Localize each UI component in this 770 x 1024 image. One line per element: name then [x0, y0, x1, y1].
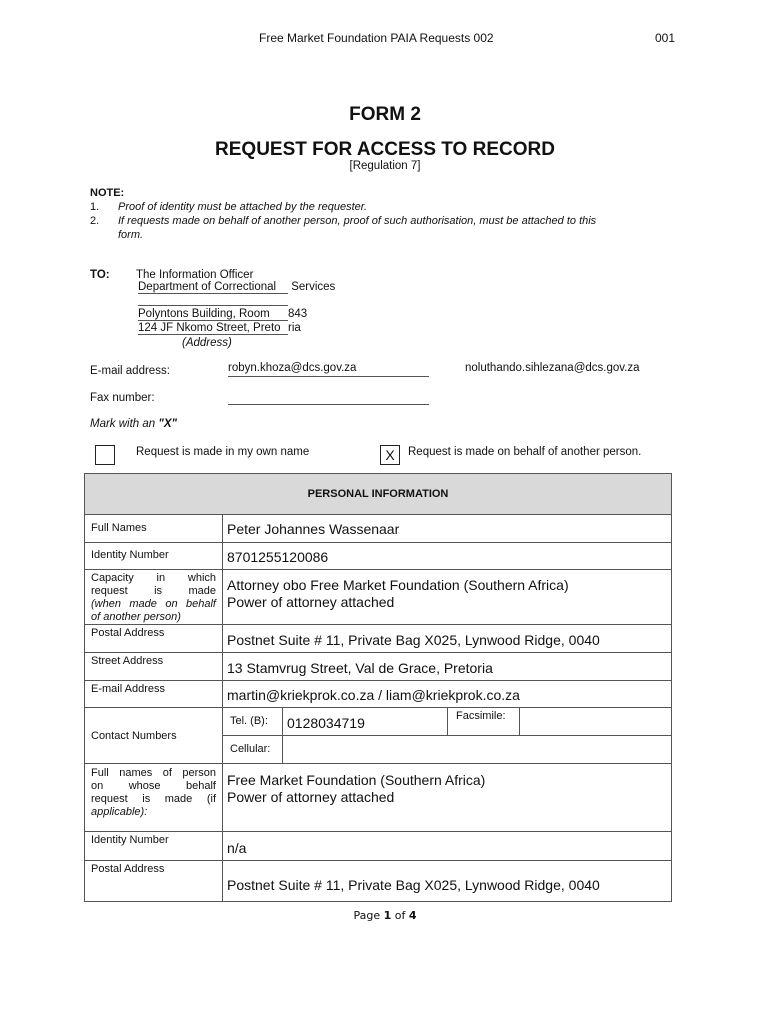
capacity-label-line-1: Capacity in which [91, 572, 216, 584]
street-address-value[interactable]: 13 Stamvrug Street, Val de Grace, Pretoria [222, 652, 672, 681]
to-building-rest: 843 [288, 308, 308, 320]
form-number: FORM 2 [349, 104, 421, 125]
form-title: REQUEST FOR ACCESS TO RECORD [215, 139, 555, 160]
identity-number-value[interactable]: 8701255120086 [222, 542, 672, 570]
document-header-title: Free Market Foundation PAIA Requests 002 [259, 31, 494, 45]
fax-field[interactable] [228, 390, 429, 405]
page-footer [0, 909, 770, 922]
capacity-value-line-2: Power of attorney attached [227, 594, 395, 610]
personal-information-heading: PERSONAL INFORMATION [84, 473, 672, 515]
capacity-label-line-4: of another person) [91, 611, 181, 623]
street-address-label: Street Address [84, 652, 223, 681]
note-item-2-text-cont: form. [118, 229, 144, 241]
email-address-label: E-mail Address [84, 680, 223, 708]
own-name-checkbox[interactable] [95, 445, 115, 465]
postal-address-value[interactable]: Postnet Suite # 11, Private Bag X025, Lynwood Ridge, 0040 [222, 624, 672, 653]
to-building-underlined: Polyntons Building, Room [138, 308, 288, 321]
note-item-2-num: 2. [90, 215, 100, 227]
footer-page-total: 4 [408, 909, 417, 922]
to-street [138, 322, 301, 335]
tel-label: Tel. (B): [222, 707, 283, 736]
fax-label: Fax number: [90, 392, 155, 404]
to-label: TO: [90, 269, 110, 281]
email-field[interactable]: robyn.khoza@dcs.gov.za [228, 362, 429, 377]
email-address-value[interactable]: martin@kriekprok.co.za / liam@kriekprok.co.za [222, 680, 672, 708]
to-department-rest: Services [288, 281, 336, 293]
behalf-names-label-line-1: Full names of person [91, 767, 216, 779]
note-label: NOTE: [90, 187, 125, 199]
mark-instruction-text: Mark with an [90, 418, 159, 430]
tel-value[interactable]: 0128034719 [282, 707, 448, 736]
behalf-names-label-line-4: applicable): [91, 806, 148, 818]
behalf-names-label-line-3: request is made (if [91, 793, 216, 805]
note-item-2-text: If requests made on behalf of another person, proof of such authorisation, must be attached to this [118, 215, 597, 227]
to-officer: The Information Officer [136, 269, 254, 281]
cellular-value[interactable] [282, 735, 672, 764]
capacity-label [84, 569, 223, 625]
cellular-label: Cellular: [222, 735, 283, 764]
capacity-label-line-3: (when made on behalf [91, 598, 216, 610]
behalf-postal-value[interactable]: Postnet Suite # 11, Private Bag X025, Lynwood Ridge, 0040 [222, 860, 672, 902]
behalf-postal-label: Postal Address [84, 860, 223, 902]
email-label: E-mail address: [90, 365, 170, 377]
to-department-underlined: Department of Correctional [138, 281, 288, 294]
to-department [138, 281, 335, 294]
behalf-label: Request is made on behalf of another person. [408, 446, 642, 458]
to-street-underlined: 124 JF Nkomo Street, Preto [138, 322, 288, 335]
behalf-names-label [84, 763, 223, 832]
footer-page-word: Page [353, 909, 384, 922]
facsimile-label: Facsimile: [447, 707, 520, 736]
full-names-label: Full Names [84, 514, 223, 543]
footer-page-number: 1 [383, 909, 392, 922]
behalf-names-label-line-2: on whose behalf [91, 780, 216, 792]
behalf-names-value[interactable] [222, 763, 672, 832]
behalf-identity-value[interactable]: n/a [222, 831, 672, 861]
postal-address-label: Postal Address [84, 624, 223, 653]
capacity-value[interactable] [222, 569, 672, 625]
email-secondary: noluthando.sihlezana@dcs.gov.za [465, 362, 640, 374]
document-page-code: 001 [655, 31, 676, 45]
to-street-rest: ria [288, 322, 301, 334]
behalf-names-value-line-2: Power of attorney attached [227, 789, 395, 805]
mark-instruction-symbol: "X" [158, 418, 177, 430]
capacity-label-line-2: request is made [91, 585, 216, 597]
facsimile-value[interactable] [519, 707, 672, 736]
full-names-value[interactable]: Peter Johannes Wassenaar [222, 514, 672, 543]
capacity-value-line-1: Attorney obo Free Market Foundation (Southern Africa) [227, 577, 569, 593]
form-regulation: [Regulation 7] [349, 160, 421, 172]
to-address-caption: (Address) [182, 337, 232, 349]
note-item-1-num: 1. [90, 201, 100, 213]
identity-number-label: Identity Number [84, 542, 223, 570]
to-building [138, 308, 307, 321]
contact-numbers-label: Contact Numbers [84, 707, 223, 764]
footer-of-word: of [391, 909, 409, 922]
note-item-1-text: Proof of identity must be attached by the requester. [118, 201, 368, 213]
own-name-label: Request is made in my own name [136, 446, 310, 458]
behalf-checkbox[interactable]: X [380, 445, 400, 465]
to-address-blank-line [138, 305, 288, 306]
mark-instruction [90, 418, 177, 430]
behalf-identity-label: Identity Number [84, 831, 223, 861]
behalf-names-value-line-1: Free Market Foundation (Southern Africa) [227, 772, 486, 788]
